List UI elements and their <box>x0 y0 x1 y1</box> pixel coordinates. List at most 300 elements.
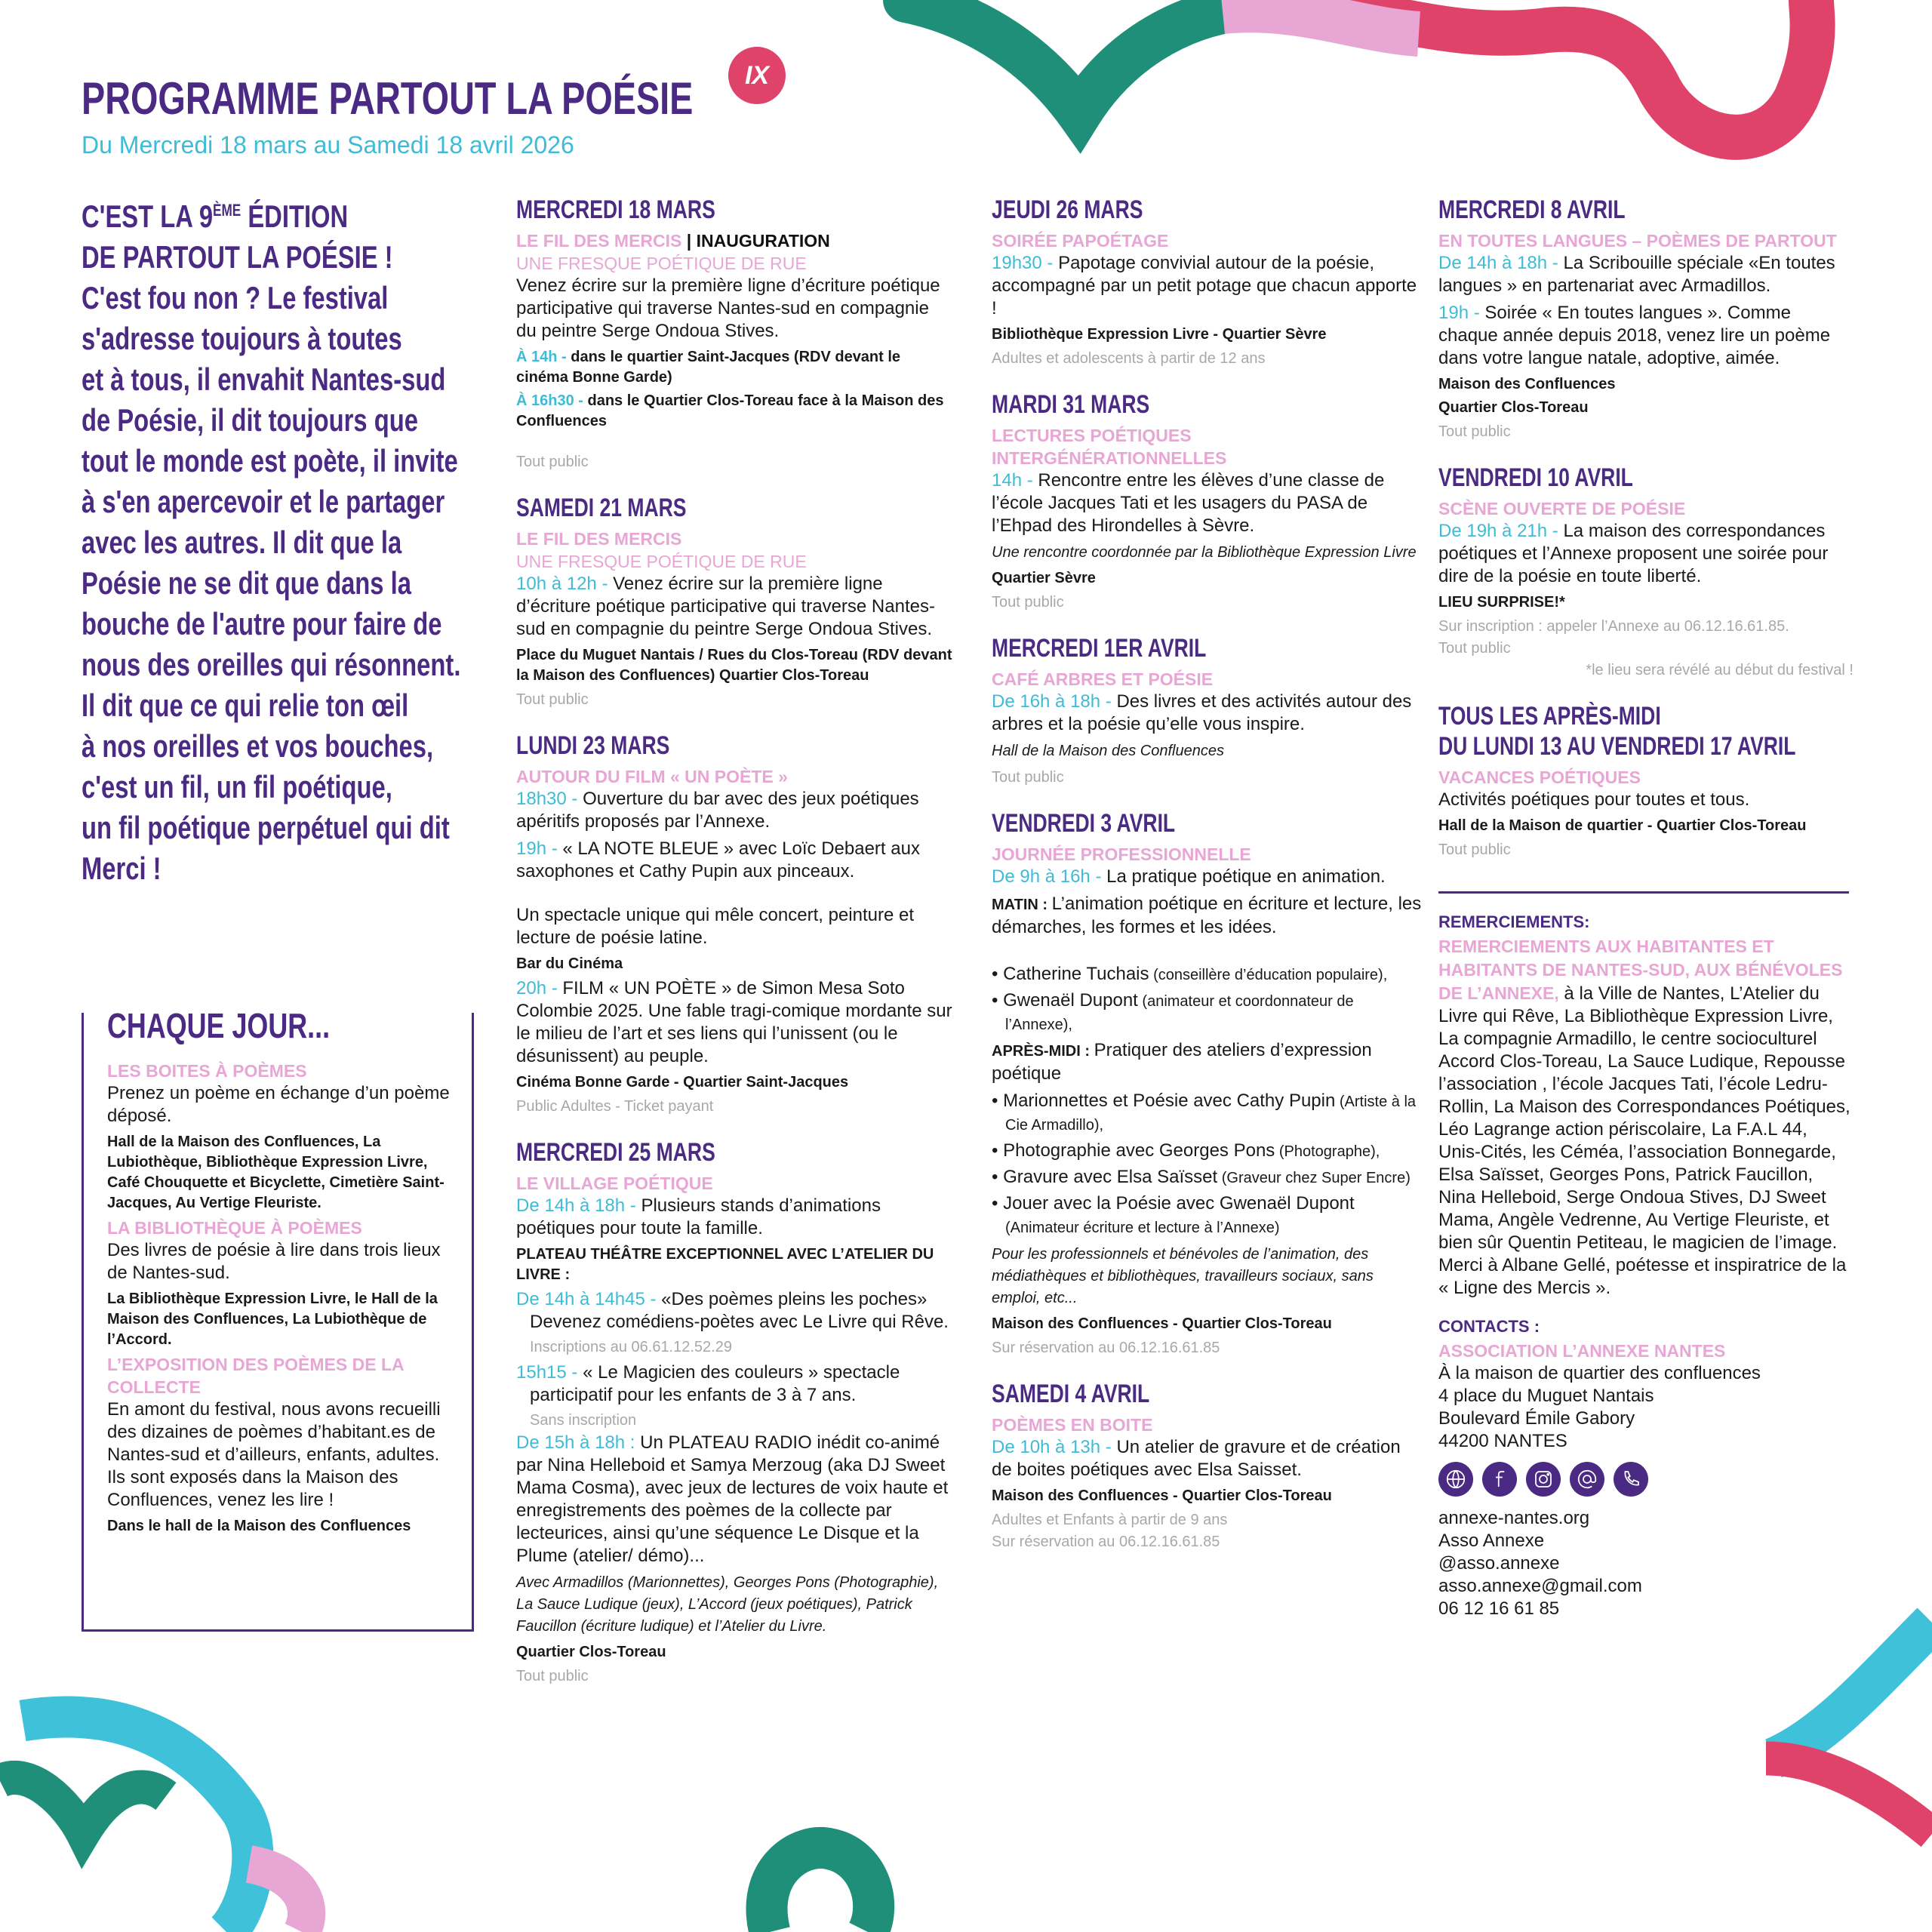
intro-line-text: Merci ! <box>82 851 162 886</box>
event-title <box>1438 766 1854 789</box>
event-title <box>992 424 1422 469</box>
text: Inscriptions au 06.61.12.52.29 <box>530 1339 732 1355</box>
text: VACANCES POÉTIQUES <box>1438 768 1641 787</box>
event-description <box>107 1239 462 1284</box>
event-note <box>992 1244 1422 1309</box>
event-time: 14h - <box>992 470 1038 491</box>
event-date <box>516 195 954 225</box>
text: LE VILLAGE POÉTIQUE <box>516 1174 713 1193</box>
event-location <box>1438 374 1854 395</box>
event-title <box>1438 497 1854 520</box>
text: Public Adultes - Ticket payant <box>516 1098 714 1115</box>
text: « LA NOTE BLEUE » avec Loïc Debaert aux saxophones et Cathy Pupin aux pinceaux. <box>516 838 920 881</box>
text: LA BIBLIOTHÈQUE À POÈMES <box>107 1218 362 1238</box>
chaque-jour-title: CHAQUE JOUR... <box>107 1006 331 1045</box>
event-date <box>516 731 954 761</box>
intro-line-text: bouche de l'autre pour faire de <box>82 606 442 641</box>
text: Tout public <box>1438 640 1511 657</box>
event-description <box>992 469 1422 537</box>
event-time: 19h30 - <box>992 253 1059 273</box>
intro-line <box>82 400 568 441</box>
intro-line-text: avec les autres. Il dit que la <box>82 525 402 560</box>
intro-line <box>82 645 568 685</box>
event-audience <box>992 348 1422 370</box>
event-audience <box>992 1337 1422 1359</box>
text: SOIRÉE PAPOÉTAGE <box>992 231 1169 251</box>
event-description <box>992 252 1422 320</box>
intro-line <box>82 726 568 767</box>
contact-link[interactable]: asso.annexe@gmail.com <box>1438 1576 1642 1596</box>
event-date-text: MARDI 31 MARS <box>992 390 1150 419</box>
text: Un atelier de gravure et de création de boites poétiques avec Elsa Saisset. <box>992 1437 1401 1480</box>
text: Quartier Sèvre <box>992 570 1096 586</box>
text: FILM « UN POÈTE » de Simon Mesa Soto Colombie 2025. Une fable tragi-comique mordante sur le milieu de l’art et ses liens qui l’unissent (ou le désunissent) au peuple. <box>516 978 952 1066</box>
intro-line-text: tout le monde est poète, il invite <box>82 443 458 478</box>
text: UNE FRESQUE POÉTIQUE DE RUE <box>516 254 807 273</box>
globe-button[interactable] <box>1438 1462 1473 1497</box>
event-audience <box>516 1410 954 1432</box>
intro-line <box>82 481 568 522</box>
event-time: 19h - <box>1438 303 1485 323</box>
edition-badge: IX <box>728 47 786 104</box>
intro-line-text: nous des oreilles qui résonnent. <box>82 647 461 682</box>
text: Venez écrire sur la première ligne d’écriture poétique participative qui traverse Nantes-sud en compagnie du peintre Serge Ondoua Stives. <box>516 275 940 341</box>
list-item <box>516 1288 954 1334</box>
event-description <box>992 1436 1422 1481</box>
text: Des livres de poésie à lire dans trois lieux de Nantes-sud. <box>107 1240 441 1283</box>
text: Tout public <box>992 594 1064 611</box>
event-date <box>992 633 1422 663</box>
intro-line-text: un fil poétique perpétuel qui dit <box>82 810 450 845</box>
text: JOURNÉE PROFESSIONNELLE <box>992 844 1251 864</box>
event-block <box>516 1137 954 1687</box>
intro-line <box>82 278 568 318</box>
intro-line-text: DE PARTOUT LA POÉSIE ! <box>82 239 393 275</box>
event-title <box>107 1060 462 1082</box>
event-time: 19h - <box>516 838 563 859</box>
text: LE FIL DES MERCIS <box>516 231 682 251</box>
intro-line <box>82 604 568 645</box>
event-description <box>516 275 954 343</box>
address-line: Boulevard Émile Gabory <box>1438 1408 1635 1429</box>
event-time: À 14h - <box>516 349 571 365</box>
event-description <box>107 1082 462 1128</box>
at-icon <box>1576 1468 1598 1491</box>
event-date <box>516 1137 954 1168</box>
contact-link[interactable]: Asso Annexe <box>1438 1531 1545 1551</box>
text: POÈMES EN BOITE <box>992 1415 1153 1435</box>
page-subtitle: Du Mercredi 18 mars au Samedi 18 avril 2026 <box>82 131 574 158</box>
text: Adultes et Enfants à partir de 9 ans <box>992 1512 1228 1528</box>
event-date <box>1438 195 1854 225</box>
event-audience <box>516 1337 954 1358</box>
event-audience <box>516 451 954 473</box>
text: Rencontre entre les élèves d’une classe de l’école Jacques Tati et les usagers du PASA de l’Ehpad des Hirondelles à Sèvre. <box>992 470 1385 536</box>
event-title <box>107 1217 462 1239</box>
intro-line <box>82 685 568 726</box>
text: LE FIL DES MERCIS <box>516 529 682 549</box>
text: Un spectacle unique qui mêle concert, peinture et lecture de poésie latine. <box>516 905 914 948</box>
event-location <box>516 1642 954 1663</box>
text: Un PLATEAU RADIO inédit co-animé par Nina Helleboid et Samya Merzoug (aka DJ Sweet Mama Cosma), avec jeux de lectures de voix haute et enregistrements des poèmes de la collecte par lecteurices, ainsi qu’une séquence Le Disque et la Plume (atelier/ démo)... <box>516 1432 949 1566</box>
event-time: De 14h à 18h - <box>1438 253 1564 273</box>
event-description <box>516 1195 954 1240</box>
event-audience <box>516 1666 954 1687</box>
text: Bibliothèque Expression Livre - Quartier Sèvre <box>992 326 1327 343</box>
detail: (Artiste à la Cie Armadillo), <box>1005 1094 1417 1134</box>
phone-icon <box>1620 1468 1642 1491</box>
text: CAFÉ ARBRES ET POÉSIE <box>992 669 1214 689</box>
intro-line-text: s'adresse toujours à toutes <box>82 321 402 356</box>
column-april <box>1438 195 1854 1620</box>
intro-line <box>82 441 568 481</box>
text: Une rencontre coordonnée par la Bibliothèque Expression Livre <box>992 544 1417 561</box>
intro-line <box>82 767 568 808</box>
event-audience <box>992 592 1422 614</box>
event-location <box>992 1486 1422 1506</box>
event-time: De 19h à 21h - <box>1438 521 1564 541</box>
address-line: À la maison de quartier des confluences <box>1438 1363 1761 1383</box>
facebook-icon <box>1488 1468 1511 1491</box>
event-audience <box>992 1509 1422 1531</box>
event-block <box>992 195 1422 370</box>
event-location <box>516 954 954 974</box>
intro-line <box>82 522 568 563</box>
text: LECTURES POÉTIQUES INTERGÉNÉRATIONNELLES <box>992 426 1227 468</box>
event-audience <box>992 1531 1422 1553</box>
event-audience <box>516 1096 954 1118</box>
intro-line <box>82 563 568 604</box>
event-block <box>992 1379 1422 1553</box>
event-location <box>1438 816 1854 836</box>
text: • Photographie avec Georges Pons <box>992 1140 1275 1161</box>
event-date-text: SAMEDI 21 MARS <box>516 494 687 522</box>
event-audience <box>516 689 954 711</box>
event-description <box>107 1398 462 1512</box>
contact-link[interactable]: annexe-nantes.org <box>1438 1508 1590 1528</box>
text: • Gravure avec Elsa Saïsset <box>992 1167 1218 1187</box>
event-location <box>516 645 954 686</box>
intro-line-text: de Poésie, il dit toujours que <box>82 402 418 438</box>
detail: (conseillère d’éducation populaire), <box>1149 967 1388 983</box>
event-note <box>992 740 1422 762</box>
event-location <box>516 1244 954 1285</box>
text: UNE FRESQUE POÉTIQUE DE RUE <box>516 552 807 571</box>
text: dans le quartier Saint-Jacques (RDV devant le cinéma Bonne Garde) <box>516 349 901 386</box>
event-location <box>516 391 954 432</box>
list-item <box>992 1090 1422 1137</box>
list-item <box>992 989 1422 1036</box>
text: Quartier Clos-Toreau <box>516 1644 666 1660</box>
text: Quartier Clos-Toreau <box>1438 399 1589 416</box>
detail: (Graveur chez Super Encre) <box>1217 1170 1411 1186</box>
event-title <box>992 843 1422 866</box>
intro-line-text: à nos oreilles et vos bouches, <box>82 728 434 764</box>
text: La Scribouille spéciale «En toutes langues » en partenariat avec Armadillos. <box>1438 253 1835 296</box>
text: La Bibliothèque Expression Livre, le Hall de la Maison des Confluences, La Lubiothèque de l’Accord. <box>107 1291 438 1348</box>
event-date <box>992 389 1422 420</box>
text: L’EXPOSITION DES POÈMES DE LA COLLECTE <box>107 1355 404 1397</box>
spacer <box>516 435 954 451</box>
list-item <box>516 1361 954 1407</box>
contact-link[interactable]: @asso.annexe <box>1438 1553 1560 1574</box>
column-march-1 <box>516 195 954 1687</box>
remerciements-section <box>1438 912 1854 1620</box>
text: En amont du festival, nous avons recueilli des dizaines de poèmes d’habitant.es de Nantes-sud et d’ailleurs, enfants, adultes. Ils sont exposés dans la Maison des Confluences, venez les lire ! <box>107 1399 441 1510</box>
event-description <box>516 788 954 833</box>
text: Des livres et des activités autour des arbres et la poésie qu’elle vous inspire. <box>992 691 1412 734</box>
event-time: De 14h à 14h45 - <box>516 1289 662 1309</box>
event-date-text: JEUDI 26 MARS <box>992 195 1143 224</box>
event-block <box>516 731 954 1118</box>
event-time: 10h à 12h - <box>516 574 614 594</box>
text: Pratiquer des ateliers d’expression poétique <box>992 1040 1372 1084</box>
intro-line-text: et à tous, il envahit Nantes-sud <box>82 361 446 397</box>
event-description <box>992 1039 1422 1085</box>
event-title <box>992 1414 1422 1436</box>
event-block <box>1438 463 1854 681</box>
event-time: De 9h à 16h - <box>992 866 1107 887</box>
spacer <box>992 943 1422 960</box>
event-date-text: TOUS LES APRÈS-MIDI <box>1438 702 1661 731</box>
list-item <box>992 1166 1422 1189</box>
event-location <box>992 568 1422 589</box>
event-block <box>1438 701 1854 861</box>
event-location <box>107 1132 462 1214</box>
text: Soirée « En toutes langues ». Comme chaque année depuis 2018, venez lire un poème dans votre langue natale, adoptive, aimée. <box>1438 303 1831 368</box>
remerciements-title: REMERCIEMENTS: <box>1438 912 1590 931</box>
text: Maison des Confluences - Quartier Clos-Toreau <box>992 1487 1332 1504</box>
list-item <box>992 963 1422 986</box>
event-description <box>516 977 954 1068</box>
event-audience <box>992 767 1422 789</box>
event-description <box>1438 252 1854 297</box>
event-block <box>992 389 1422 614</box>
column-march-april <box>992 195 1422 1553</box>
text: Tout public <box>1438 841 1511 858</box>
intro-line <box>82 237 568 278</box>
remerciements-text: à la Ville de Nantes, L’Atelier du Livre qui Rêve, La Bibliothèque Expression Livre, La compagnie Armadillo, le centre socioculturel Accord Clos-Toreau, La Sauce Ludique, Repousse l’association , l’école Jacques Tati, l’école Ledru-Rollin, La Maison des Correspondances Poétiques, Léo Lagrange action périscolaire, La F.A.L 44, Unis-Cités, les Céméa, l’association Bonnegarde, Elsa Saïsset, Georges Pons, Patrick Faucillon, Nina Helleboid, Serge Ondoua Stives, DJ Sweet Mama, Angèle Vedrenne, Au Vertige Fleuriste, et bien sûr Quentin Petiteau, le magicien de l’image. Merci à Albane Gellé, poétesse et inspiratrice de la « Ligne des Mercis ». <box>1438 983 1850 1298</box>
facebook-button[interactable] <box>1482 1462 1517 1497</box>
text: Tout public <box>516 691 589 708</box>
text: dans le Quartier Clos-Toreau face à la Maison des Confluences <box>516 392 944 429</box>
event-location <box>107 1289 462 1350</box>
event-date <box>1438 701 1854 761</box>
event-description <box>992 691 1422 736</box>
event-description <box>992 893 1422 939</box>
text: Papotage convivial autour de la poésie, accompagné par un petit potage que chacun apporte ! <box>992 253 1417 318</box>
detail: (Photographe), <box>1275 1143 1380 1160</box>
event-date-text: SAMEDI 4 AVRIL <box>992 1380 1150 1408</box>
event-audience <box>1438 421 1854 443</box>
event-time: À 16h30 - <box>516 392 588 409</box>
event-title <box>516 1172 954 1195</box>
event-location <box>516 347 954 388</box>
intro-line-text: Poésie ne se dit que dans la <box>82 565 411 601</box>
event-date-text: MERCREDI 8 AVRIL <box>1438 195 1626 224</box>
intro-line <box>82 808 568 848</box>
event-block <box>1438 195 1854 443</box>
event-subtitle <box>516 550 954 573</box>
event-description <box>516 838 954 883</box>
instagram-icon <box>1532 1468 1555 1491</box>
event-time: 15h15 - <box>516 1362 583 1383</box>
text: Prenez un poème en échange d’un poème déposé. <box>107 1083 450 1126</box>
contacts-title: CONTACTS : <box>1438 1317 1540 1336</box>
event-time: 20h - <box>516 978 563 998</box>
at-button[interactable] <box>1570 1462 1604 1497</box>
event-title <box>992 668 1422 691</box>
intro-line-text: Il dit que ce qui relie ton œil <box>82 688 409 723</box>
event-title <box>107 1353 462 1398</box>
text: Dans le hall de la Maison des Confluences <box>107 1518 411 1534</box>
address-line: 44200 NANTES <box>1438 1431 1567 1451</box>
event-date-text: LUNDI 23 MARS <box>516 731 670 760</box>
event-date <box>516 493 954 523</box>
text: AUTOUR DU FILM « UN POÈTE » <box>516 767 788 786</box>
text: Cinéma Bonne Garde - Quartier Saint-Jacques <box>516 1074 849 1091</box>
event-description <box>516 573 954 641</box>
intro-line <box>82 318 568 359</box>
event-date-text: MERCREDI 18 MARS <box>516 195 715 224</box>
event-title <box>516 765 954 788</box>
event-date-text: DU LUNDI 13 AU VENDREDI 17 AVRIL <box>1438 732 1796 761</box>
address-line: 4 place du Muguet Nantais <box>1438 1386 1654 1406</box>
text: Sur réservation au 06.12.16.61.85 <box>992 1534 1220 1550</box>
event-subtitle <box>516 252 954 275</box>
event-description <box>516 1432 954 1567</box>
event-lead: APRÈS-MIDI : <box>992 1043 1094 1060</box>
divider <box>1438 891 1849 894</box>
text: Tout public <box>992 769 1064 786</box>
intro-line-text: à s'en apercevoir et le partager <box>82 484 445 519</box>
event-time: De 10h à 13h - <box>992 1437 1117 1457</box>
event-date <box>1438 463 1854 493</box>
text: Tout public <box>516 1668 589 1684</box>
event-location <box>992 325 1422 345</box>
event-date-text: MERCREDI 25 MARS <box>516 1138 715 1167</box>
event-description <box>1438 520 1854 588</box>
event-audience <box>1438 839 1854 861</box>
event-title <box>516 229 954 252</box>
event-note <box>516 1572 954 1638</box>
globe-icon <box>1444 1468 1467 1491</box>
text: Venez écrire sur la première ligne d’écriture poétique participative qui traverse Nantes-sud en compagnie du peintre Serge Ondoua Stives. <box>516 574 935 639</box>
event-description <box>1438 789 1854 811</box>
text: Adultes et adolescents à partir de 12 ans <box>992 350 1266 367</box>
event-location <box>516 1072 954 1093</box>
phone-button[interactable] <box>1614 1462 1648 1497</box>
contact-link[interactable]: 06 12 16 61 85 <box>1438 1598 1560 1619</box>
intro-line <box>82 848 568 889</box>
spacer <box>516 888 954 904</box>
event-audience <box>1438 616 1854 638</box>
event-description <box>516 904 954 949</box>
event-date <box>992 808 1422 838</box>
contacts-org: ASSOCIATION L’ANNEXE NANTES <box>1438 1341 1726 1361</box>
event-lead: MATIN : <box>992 897 1052 913</box>
text: *le lieu sera révélé au début du festival ! <box>1586 662 1854 678</box>
text: Activités poétiques pour toutes et tous. <box>1438 789 1750 810</box>
text: • Marionnettes et Poésie avec Cathy Pupin <box>992 1091 1336 1111</box>
intro-text: C'EST LA 9ÈME ÉDITION DE PARTOUT LA POÉSIE ! C'est fou non ? Le festival s'adresse toujours à toutes et à tous, il envahit Nantes-sud de Poésie, il dit toujours que tout le monde est poète, il invite à s'en apercevoir et le partager avec les autres. Il dit que la Poésie ne se dit que dans la bouche de l'autre pour faire de nous des oreilles qui résonnent. Il dit que ce qui relie ton œil à nos oreilles et vos bouches, c'est un fil, un fil poétique, un fil poétique perpétuel qui dit Merci ! <box>82 190 568 889</box>
event-description <box>992 866 1422 888</box>
event-location <box>1438 398 1854 418</box>
event-location <box>107 1516 462 1537</box>
text: PLATEAU THÉÂTRE EXCEPTIONNEL AVEC L’ATELIER DU LIVRE : <box>516 1246 934 1283</box>
text: Avec Armadillos (Marionnettes), Georges Pons (Photographie), La Sauce Ludique (jeux), L’Accord (jeux poétiques), Patrick Faucillon (écriture ludique) et l’Atelier du Livre. <box>516 1574 939 1635</box>
detail: (animateur et coordonnateur de l’Annexe), <box>1005 993 1354 1033</box>
detail: (Animateur écriture et lecture à l’Annexe) <box>1005 1220 1280 1236</box>
text: Hall de la Maison des Confluences <box>992 743 1224 759</box>
event-block <box>516 493 954 711</box>
chaque-jour-content <box>107 1060 462 1540</box>
intro-line-text: c'est un fil, un fil poétique, <box>82 769 392 804</box>
text: L’animation poétique en écriture et lecture, les démarches, les formes et les idées. <box>992 894 1422 937</box>
event-time: 18h30 - <box>516 789 583 809</box>
text: Plusieurs stands d’animations poétiques pour toute la famille. <box>516 1195 881 1238</box>
list-item <box>992 1192 1422 1239</box>
event-title <box>1438 229 1854 252</box>
text: LES BOITES À POÈMES <box>107 1061 307 1081</box>
list-item <box>992 1140 1422 1163</box>
event-block <box>992 808 1422 1359</box>
text: • Catherine Tuchais <box>992 964 1149 984</box>
intro-line <box>82 359 568 400</box>
text: «Des poèmes pleins les poches» Devenez comédiens-poètes avec Le Livre qui Rêve. <box>530 1289 949 1332</box>
event-title <box>992 229 1422 252</box>
text: Bar du Cinéma <box>516 955 623 972</box>
text: SCÈNE OUVERTE DE POÉSIE <box>1438 499 1686 518</box>
text: Ouverture du bar avec des jeux poétiques apéritifs proposés par l’Annexe. <box>516 789 919 832</box>
event-date-text: MERCREDI 1ER AVRIL <box>992 634 1207 663</box>
event-location <box>992 1314 1422 1334</box>
instagram-button[interactable] <box>1526 1462 1561 1497</box>
event-time: De 15h à 18h : <box>516 1432 641 1453</box>
text: Maison des Confluences <box>1438 376 1616 392</box>
text: Sans inscription <box>530 1412 637 1429</box>
event-time: De 14h à 18h - <box>516 1195 641 1216</box>
remerciements-highlight: REMERCIEMENTS AUX HABITANTES ET HABITANTS DE NANTES-SUD, AUX BÉNÉVOLES DE L’ANNEXE, <box>1438 937 1843 1003</box>
event-block <box>516 195 954 473</box>
event-note <box>992 542 1422 564</box>
event-audience <box>1438 638 1854 660</box>
event-audience <box>1438 660 1854 681</box>
page-title: PROGRAMME PARTOUT LA POÉSIE <box>82 73 694 124</box>
event-location <box>1438 592 1854 613</box>
event-tag-extra: | INAUGURATION <box>681 231 830 251</box>
text: La pratique poétique en animation. <box>1106 866 1386 887</box>
text: Tout public <box>516 454 589 470</box>
text: Pour les professionnels et bénévoles de l’animation, des médiathèques et bibliothèques, travailleurs sociaux, sans emploi, etc... <box>992 1246 1374 1306</box>
text: Place du Muguet Nantais / Rues du Clos-Toreau (RDV devant la Maison des Confluences) Quartier Clos-Toreau <box>516 647 952 684</box>
text: La maison des correspondances poétiques et l’Annexe proposent une soirée pour dire de la poésie en toute liberté. <box>1438 521 1829 586</box>
text: EN TOUTES LANGUES – POÈMES DE PARTOUT <box>1438 231 1837 251</box>
event-description <box>1438 302 1854 370</box>
text: Maison des Confluences - Quartier Clos-Toreau <box>992 1315 1332 1332</box>
text: Tout public <box>1438 423 1511 440</box>
text: LIEU SURPRISE!* <box>1438 594 1565 611</box>
text: • Jouer avec la Poésie avec Gwenaël Dupont <box>992 1193 1355 1214</box>
event-block <box>992 633 1422 789</box>
event-title <box>516 528 954 550</box>
event-date-text: VENDREDI 10 AVRIL <box>1438 463 1633 492</box>
text: Hall de la Maison de quartier - Quartier Clos-Toreau <box>1438 817 1807 834</box>
text: • Gwenaël Dupont <box>992 990 1138 1011</box>
event-time: De 16h à 18h - <box>992 691 1117 712</box>
event-date-text: VENDREDI 3 AVRIL <box>992 809 1176 838</box>
text: Sur inscription : appeler l’Annexe au 06.12.16.61.85. <box>1438 618 1789 635</box>
